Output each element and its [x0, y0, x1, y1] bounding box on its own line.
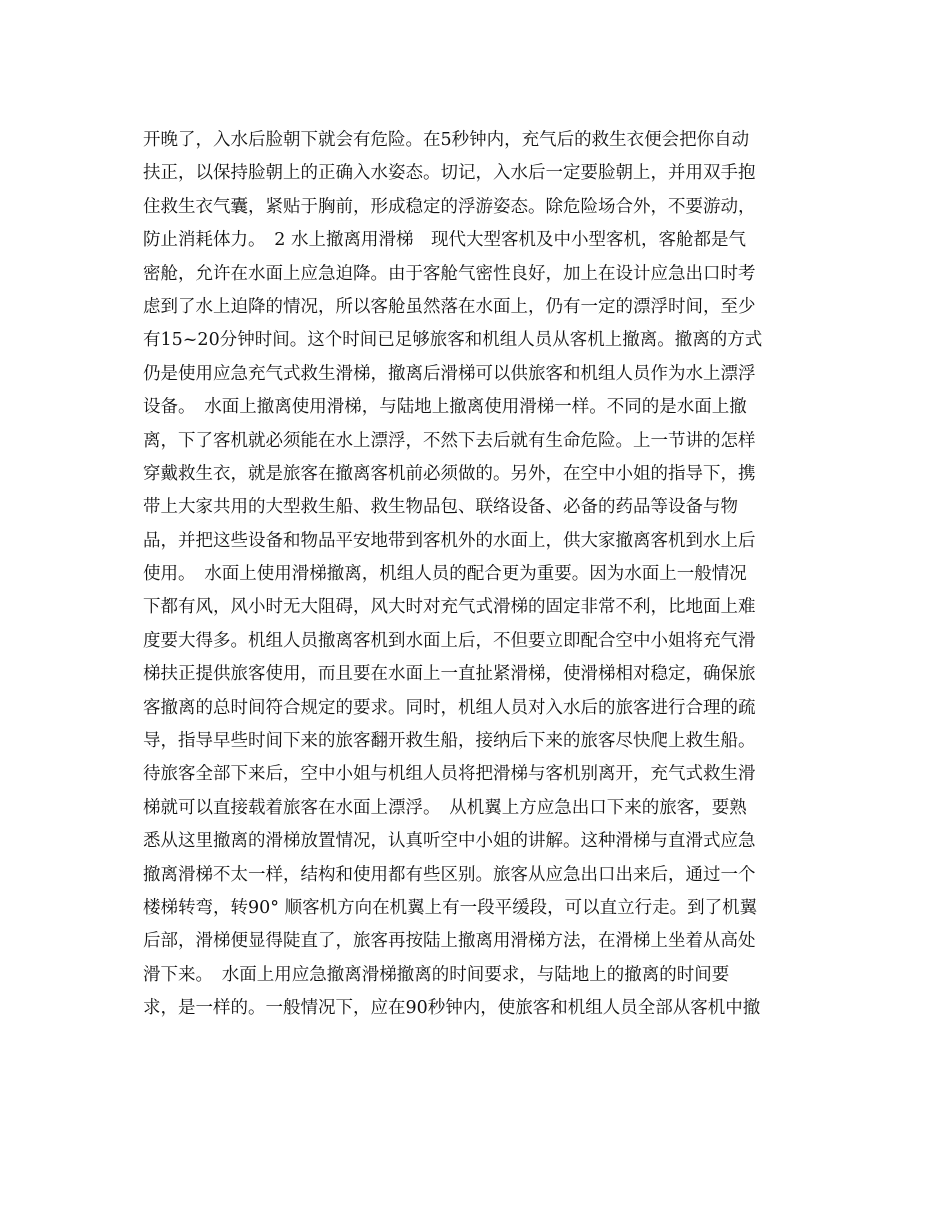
text-line: 品，并把这些设备和物品平安地带到客机外的水面上，供大家撤离客机到水上后	[143, 530, 756, 551]
text-line: 后部，滑梯便显得陡直了，旅客再按陆上撤离用滑梯方法，在滑梯上坐着从高处	[143, 931, 756, 952]
text-line: 梯扶正提供旅客使用，而且要在水面上一直扯紧滑梯，使滑梯相对稳定，确保旅	[143, 664, 756, 685]
text-line: 撤离滑梯不太一样，结构和使用都有些区别。旅客从应急出口出来后，通过一个	[143, 864, 756, 885]
text-line: 求，是一样的。一般情况下，应在90秒钟内，使旅客和机组人员全部从客机中撤	[143, 998, 761, 1019]
text-line: 使用。 水面上使用滑梯撤离，机组人员的配合更为重要。因为水面上一般情况	[143, 564, 747, 585]
text-line: 离，下了客机就必须能在水上漂浮，不然下去后就有生命危险。上一节讲的怎样	[143, 430, 756, 451]
text-line: 开晚了，入水后脸朝下就会有危险。在5秒钟内，充气后的救生衣便会把你自动	[143, 130, 750, 150]
text-line: 穿戴救生衣，就是旅客在撤离客机前必须做的。另外，在空中小姐的指导下，携	[143, 463, 756, 484]
text-line: 住救生衣气囊，紧贴于胸前，形成稳定的浮游姿态。除危险场合外，不要游动，	[143, 196, 756, 217]
text-line: 防止消耗体力。 2 水上撤离用滑梯 现代大型客机及中小型客机，客舱都是气	[143, 230, 746, 251]
text-line: 楼梯转弯，转90° 顺客机方向在机翼上有一段平缓段，可以直立行走。到了机翼	[143, 897, 758, 918]
text-line: 导，指导早些时间下来的旅客翻开救生船，接纳后下来的旅客尽快爬上救生船。	[143, 731, 756, 752]
text-line: 仍是使用应急充气式救生滑梯，撤离后滑梯可以供旅客和机组人员作为水上漂浮	[143, 363, 756, 384]
text-line: 待旅客全部下来后，空中小姐与机组人员将把滑梯与客机别离开，充气式救生滑	[143, 764, 756, 785]
text-line: 带上大家共用的大型救生船、救生物品包、联络设备、必备的药品等设备与物	[143, 497, 738, 518]
text-line: 悉从这里撤离的滑梯放置情况，认真听空中小姐的讲解。这种滑梯与直滑式应急	[143, 831, 756, 852]
text-line: 滑下来。 水面上用应急撤离滑梯撤离的时间要求，与陆地上的撤离的时间要	[143, 964, 730, 985]
text-line: 梯就可以直接载着旅客在水面上漂浮。 从机翼上方应急出口下来的旅客，要熟	[143, 797, 747, 818]
text-line: 有15~20分钟时间。这个时间已足够旅客和机组人员从客机上撤离。撤离的方式	[143, 330, 763, 351]
text-line: 下都有风，风小时无大阻碍，风大时对充气式滑梯的固定非常不利，比地面上难	[143, 597, 756, 618]
text-line: 虑到了水上迫降的情况，所以客舱虽然落在水面上，仍有一定的漂浮时间，至少	[143, 296, 756, 317]
text-line: 密舱，允许在水面上应急迫降。由于客舱气密性良好，加上在设计应急出口时考	[143, 263, 756, 284]
text-line: 度要大得多。机组人员撤离客机到水面上后，不但要立即配合空中小姐将充气滑	[143, 630, 756, 651]
text-line: 设备。 水面上撤离使用滑梯，与陆地上撤离使用滑梯一样。不同的是水面上撤	[143, 397, 747, 418]
text-line: 客撤离的总时间符合规定的要求。同时，机组人员对入水后的旅客进行合理的疏	[143, 697, 756, 718]
text-line: 扶正，以保持脸朝上的正确入水姿态。切记，入水后一定要脸朝上，并用双手抱	[143, 163, 756, 184]
body-text	[143, 124, 813, 1026]
